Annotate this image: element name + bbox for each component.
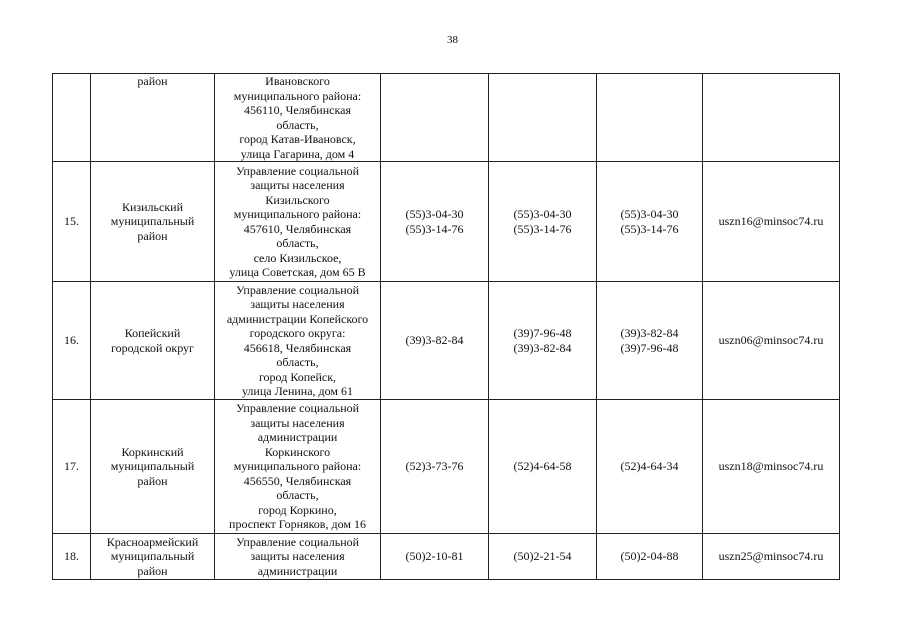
phone-secondary-cell: (39)7-96-48 (39)3-82-84 bbox=[489, 282, 597, 400]
district-cell: Копейский городской округ bbox=[91, 282, 215, 400]
table-row bbox=[53, 400, 840, 534]
address-cell: Управление социальной защиты населения Кизильского муниципального района: 457610, Челябинская область, село Кизильское, улица Советская, дом 65 В bbox=[215, 162, 381, 282]
phone-secondary-cell: (52)4-64-58 bbox=[489, 400, 597, 534]
phone-primary-cell: (50)2-10-81 bbox=[381, 534, 489, 580]
table-row bbox=[53, 162, 840, 282]
phone-primary-cell: (55)3-04-30 (55)3-14-76 bbox=[381, 162, 489, 282]
email-cell: uszn06@minsoc74.ru bbox=[703, 282, 840, 400]
row-number-cell: 15. bbox=[53, 162, 91, 282]
table-row bbox=[53, 74, 840, 162]
table-row bbox=[53, 282, 840, 400]
row-number-cell: 16. bbox=[53, 282, 91, 400]
email-cell bbox=[703, 74, 840, 162]
address-cell: Управление социальной защиты населения администрации bbox=[215, 534, 381, 580]
phone-fax-cell: (55)3-04-30 (55)3-14-76 bbox=[597, 162, 703, 282]
phone-secondary-cell: (55)3-04-30 (55)3-14-76 bbox=[489, 162, 597, 282]
phone-fax-cell bbox=[597, 74, 703, 162]
phone-secondary-cell: (50)2-21-54 bbox=[489, 534, 597, 580]
row-number-cell: 18. bbox=[53, 534, 91, 580]
page-number: 38 bbox=[447, 34, 458, 46]
phone-fax-cell: (50)2-04-88 bbox=[597, 534, 703, 580]
address-cell: Управление социальной защиты населения администрации Копейского городского округа: 456618, Челябинская область, город Копейск, улица Ленина, дом 61 bbox=[215, 282, 381, 400]
email-cell: uszn18@minsoc74.ru bbox=[703, 400, 840, 534]
district-cell: Коркинский муниципальный район bbox=[91, 400, 215, 534]
email-cell: uszn16@minsoc74.ru bbox=[703, 162, 840, 282]
email-cell: uszn25@minsoc74.ru bbox=[703, 534, 840, 580]
table-row bbox=[53, 534, 840, 580]
address-cell: Ивановского муниципального района: 456110, Челябинская область, город Катав-Ивановск, улица Гагарина, дом 4 bbox=[215, 74, 381, 162]
phone-secondary-cell bbox=[489, 74, 597, 162]
phone-fax-cell: (52)4-64-34 bbox=[597, 400, 703, 534]
social-services-table bbox=[52, 73, 840, 580]
phone-fax-cell: (39)3-82-84 (39)7-96-48 bbox=[597, 282, 703, 400]
phone-primary-cell bbox=[381, 74, 489, 162]
district-cell: Кизильский муниципальный район bbox=[91, 162, 215, 282]
row-number-cell: 17. bbox=[53, 400, 91, 534]
phone-primary-cell: (52)3-73-76 bbox=[381, 400, 489, 534]
address-cell: Управление социальной защиты населения администрации Коркинского муниципального района: 456550, Челябинская область, город Коркино, проспект Горняков, дом 16 bbox=[215, 400, 381, 534]
district-cell: район bbox=[91, 74, 215, 162]
district-cell: Красноармейский муниципальный район bbox=[91, 534, 215, 580]
row-number-cell bbox=[53, 74, 91, 162]
phone-primary-cell: (39)3-82-84 bbox=[381, 282, 489, 400]
